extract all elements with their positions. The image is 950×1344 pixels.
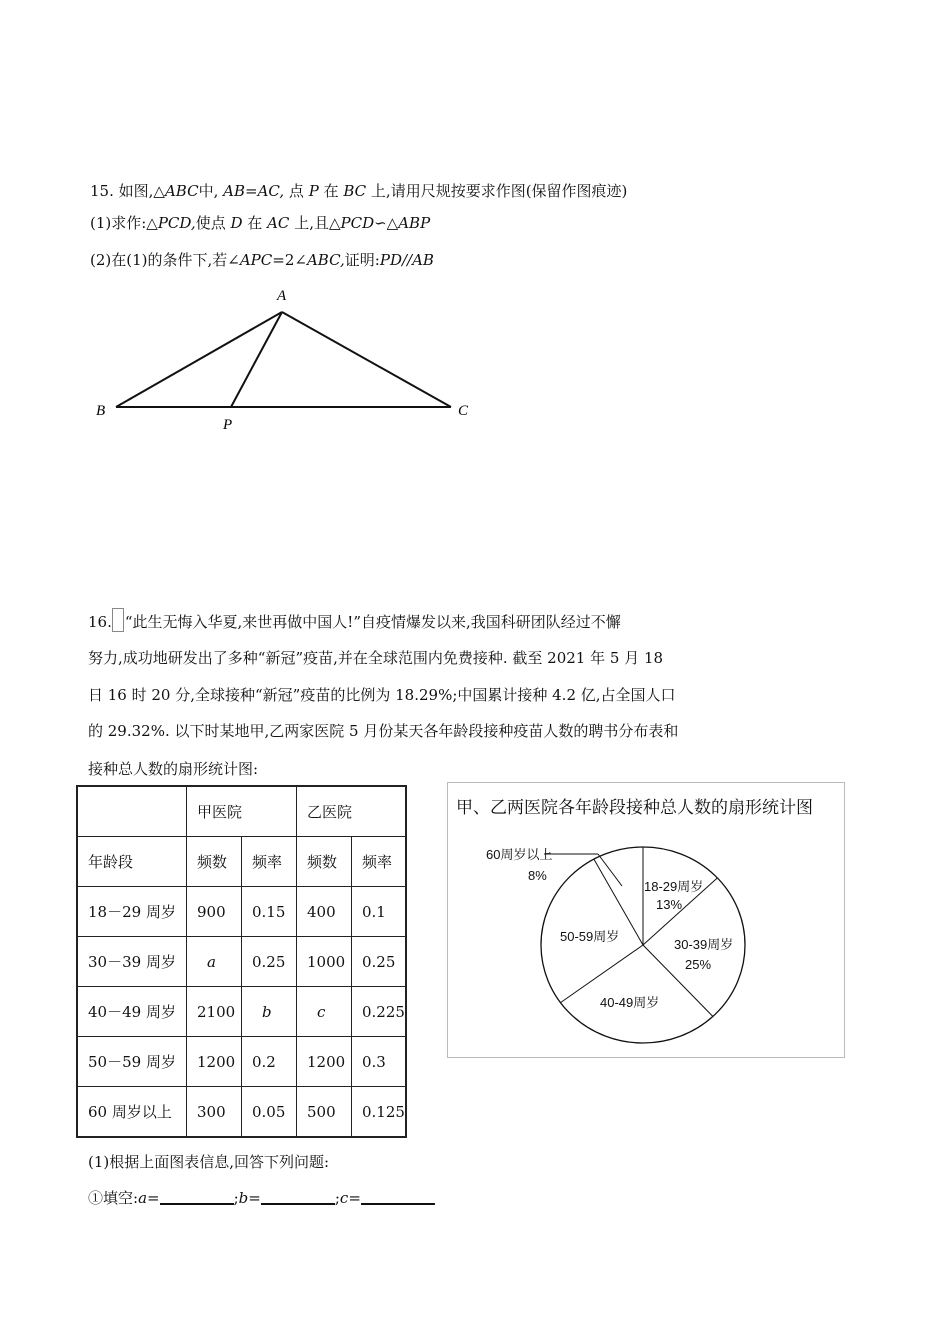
pie-label-60-pct: 8% bbox=[528, 868, 547, 883]
table-row: 50－59 周岁 1200 0.2 1200 0.3 bbox=[77, 1037, 406, 1087]
table-row: 60 周岁以上 300 0.05 500 0.125 bbox=[77, 1087, 406, 1138]
q16-line2: 努力,成功地研发出了多种“新冠”疫苗,并在全球范围内免费接种. 截至 2021 年 5 月 18 bbox=[88, 649, 664, 667]
header-hospital-b: 乙医院 bbox=[297, 786, 406, 837]
header-b-freq: 频数 bbox=[297, 837, 352, 887]
pie-chart-title: 甲、乙两医院各年龄段接种总人数的扇形统计图 bbox=[456, 798, 813, 818]
q15-part1: (1)求作:△PCD,使点 D 在 AC 上,且△PCD∽△ABP bbox=[90, 214, 431, 232]
vertex-a-label: A bbox=[277, 288, 287, 304]
pie-chart-panel bbox=[447, 782, 845, 1058]
q16-fill-line: ①填空:a= ;b= ;c= bbox=[88, 1187, 435, 1208]
q16-line5: 接种总人数的扇形统计图: bbox=[88, 760, 259, 778]
pie-label-30-name: 30-39周岁 bbox=[674, 937, 734, 952]
table-header-row-hospitals bbox=[77, 786, 406, 837]
vertex-b-label: B bbox=[96, 403, 106, 419]
q16-line4: 的 29.32%. 以下时某地甲,乙两家医院 5 月份某天各年龄段接种疫苗人数的聘书分布表和 bbox=[88, 722, 679, 740]
text-cursor-box bbox=[112, 608, 124, 632]
table-row: 30－39 周岁 a 0.25 1000 0.25 bbox=[77, 937, 406, 987]
q15-part2: (2)在(1)的条件下,若∠APC=2∠ABC,证明:PD//AB bbox=[90, 251, 434, 269]
q16-line3: 日 16 时 20 分,全球接种“新冠”疫苗的比例为 18.29%;中国累计接种 4.2 亿,占全国人口 bbox=[88, 686, 676, 704]
header-a-freq: 频数 bbox=[187, 837, 242, 887]
table-row: 40－49 周岁 2100 b c 0.225 bbox=[77, 987, 406, 1037]
side-ac bbox=[282, 312, 451, 407]
point-p-label: P bbox=[223, 417, 233, 433]
pie-label-30-pct: 25% bbox=[685, 957, 712, 972]
q15-stem: 15. 如图,△ABC中, AB=AC, 点 P 在 BC 上,请用尺规按要求作图(保留作图痕迹) bbox=[90, 182, 628, 200]
q16-line1: 16. “此生无悔入华夏,来世再做中国人!”自疫情爆发以来,我国科研团队经过不懈 bbox=[88, 608, 621, 632]
pie-label-60-name: 60周岁以上 bbox=[486, 847, 553, 862]
header-age: 年龄段 bbox=[77, 837, 187, 887]
header-a-rate: 频率 bbox=[242, 837, 297, 887]
q16-sub1: (1)根据上面图表信息,回答下列问题: bbox=[88, 1153, 330, 1171]
pie-chart bbox=[448, 783, 844, 1057]
table-header-row-columns bbox=[77, 837, 406, 887]
header-b-rate: 频率 bbox=[352, 837, 406, 887]
header-hospital-a: 甲医院 bbox=[187, 786, 297, 837]
pie-label-50-name: 50-59周岁 bbox=[560, 929, 620, 944]
table-row: 18－29 周岁 900 0.15 400 0.1 bbox=[77, 887, 406, 937]
vertex-c-label: C bbox=[458, 403, 469, 419]
pie-label-18-pct: 13% bbox=[656, 897, 683, 912]
blank-b[interactable] bbox=[261, 1189, 335, 1205]
pie-label-18-name: 18-29周岁 bbox=[644, 879, 704, 894]
triangle-figure bbox=[0, 0, 950, 440]
blank-c[interactable] bbox=[361, 1189, 435, 1205]
frequency-table bbox=[76, 785, 407, 1138]
blank-a[interactable] bbox=[160, 1189, 234, 1205]
pie-label-40-name: 40-49周岁 bbox=[600, 995, 660, 1010]
